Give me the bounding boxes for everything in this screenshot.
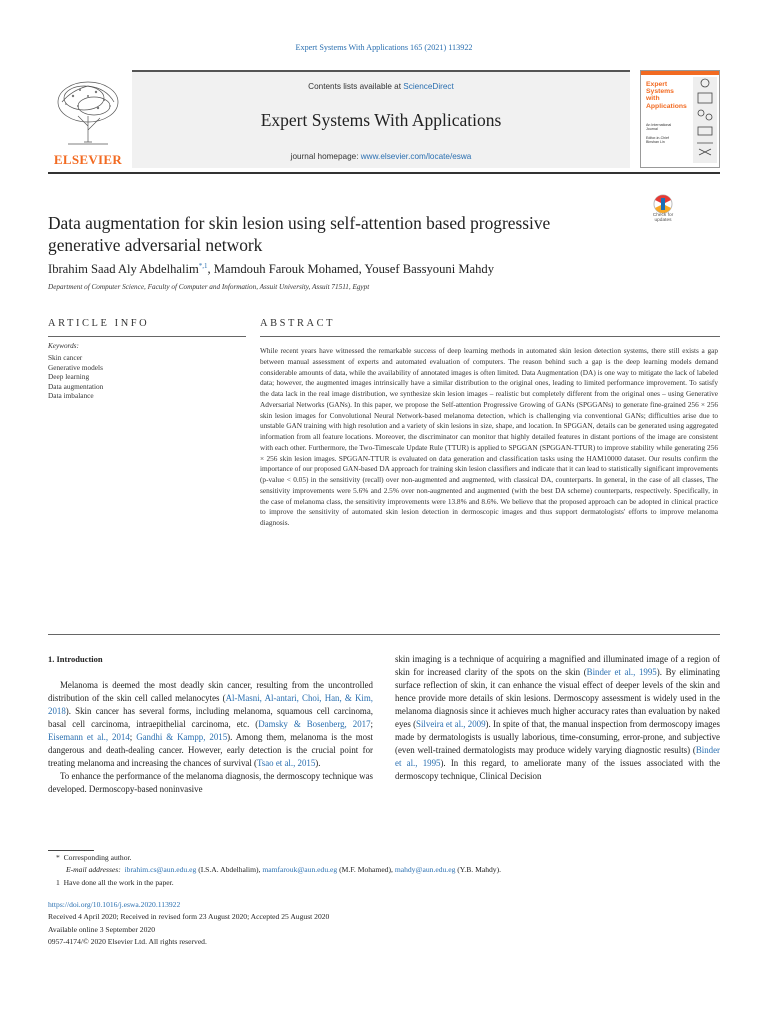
citation-link[interactable]: Damsky & Bosenberg, 2017 <box>258 719 371 729</box>
keyword-item: Deep learning <box>48 372 90 382</box>
footnote-1 <box>48 877 708 889</box>
cover-subtitle-line: Journal <box>646 127 658 132</box>
email-link[interactable]: mamfarouk@aun.edu.eg <box>262 865 338 875</box>
article-info-heading: ARTICLE INFO <box>48 318 150 329</box>
check-updates-line: updates <box>654 218 672 224</box>
author-marks[interactable]: *,1 <box>198 262 208 270</box>
email-owner: (M.F. Mohamed), <box>337 865 395 875</box>
masthead-bottom-rule <box>48 172 720 174</box>
journal-homepage-link[interactable]: www.elsevier.com/locate/eswa <box>360 152 472 161</box>
author-list: Ibrahim Saad Aly Abdelhalim$^{*,1}$, Mamdouh Farouk Mohamed, Yousef Bassyouni Mahdy <box>48 262 495 277</box>
cover-subtitle-line: An International <box>646 123 672 127</box>
footnote-mark: * <box>56 853 60 862</box>
intro-paragraph-1 <box>48 679 373 770</box>
cover-subtitle <box>646 123 690 144</box>
elsevier-wordmark: ELSEVIER <box>53 152 123 167</box>
contents-line <box>132 82 630 91</box>
journal-header-box <box>132 70 630 168</box>
email-link[interactable]: ibrahim.cs@aun.edu.eg <box>124 865 197 875</box>
footnote-text: Corresponding author. <box>63 853 132 862</box>
citation-link[interactable]: Eisemann et al., 2014 <box>48 732 130 742</box>
citation-link[interactable]: Silveira et al., 2009 <box>416 719 486 729</box>
abstract-rule-top <box>260 336 720 337</box>
email-link[interactable]: mahdy@aun.edu.eg <box>394 865 456 875</box>
text-run: ; <box>370 719 373 729</box>
journal-citation[interactable]: Expert Systems With Applications 165 (2021) 113922 <box>295 43 473 52</box>
keyword-item: Data augmentation <box>48 381 104 391</box>
text-run: Melanoma is deemed the most deadly skin cancer, resulting from the uncontrolled distribution of the skin cell called melanocytes ( <box>48 680 373 703</box>
text-run: ; <box>129 732 137 742</box>
email-owner: (Y.B. Mahdy). <box>455 865 502 875</box>
email-label: E-mail addresses: <box>66 865 121 875</box>
cover-title <box>646 81 690 110</box>
doi-link[interactable]: https://doi.org/10.1016/j.eswa.2020.113922 <box>48 900 181 909</box>
author-name[interactable]: Yousef Bassyouni Mahdy <box>364 262 495 277</box>
homepage-line <box>132 152 630 161</box>
affiliation: Department of Computer Science, Faculty of Computer and Information, Assuit University, Assuit 71511, Egypt <box>48 283 370 291</box>
journal-cover-thumbnail[interactable] <box>640 70 720 168</box>
citation-link[interactable]: Binder et al., 1995 <box>395 745 720 768</box>
cover-subtitle-line: Editor-in-Chief <box>646 135 669 140</box>
text-run: ). In spite of that, the manual inspection from dermoscopy images made by dermatologists is usually laborious, time-consuming, error-prone, and subjective (even well-trained dermatologists may produce widely varying diagnostic results) ( <box>395 719 720 755</box>
keyword-item: Skin cancer <box>48 353 83 362</box>
keyword-list <box>48 353 103 401</box>
keyword-item: Generative models <box>48 362 103 372</box>
text-run: ). <box>315 758 321 768</box>
received-dates: Received 4 April 2020; Received in revised form 23 August 2020; Accepted 25 August 2020 <box>48 912 330 922</box>
email-owner: (I.S.A. Abdelhalim), <box>196 865 263 875</box>
text-run: ). In this regard, to ameliorate many of the issues associated with the dermoscopy technique, Clinical Decision <box>395 758 721 781</box>
heading-spacer <box>48 666 373 679</box>
check-for-updates-label[interactable] <box>640 213 686 224</box>
citation-link[interactable]: Gandhi & Kampp, 2015 <box>136 732 228 742</box>
footnote-rule <box>48 850 94 851</box>
journal-name: Expert Systems With Applications <box>260 110 502 130</box>
cover-title-line: Systems <box>646 88 674 96</box>
masthead <box>48 70 720 170</box>
intro-paragraph-3 <box>395 653 720 783</box>
footnote-mark: 1 <box>56 877 60 887</box>
article-metadata <box>48 899 329 949</box>
available-online-date: Available online 3 September 2020 <box>48 924 155 934</box>
homepage-prefix: journal homepage: <box>290 152 361 161</box>
footnote-text: Have done all the work in the paper. <box>63 877 174 887</box>
author-name[interactable]: Ibrahim Saad Aly Abdelhalim <box>48 262 199 277</box>
intro-paragraph-2: To enhance the performance of the melanoma diagnosis, the dermoscopy technique was developed. Dermoscopy-based noninvasive <box>48 771 373 794</box>
cover-title-line: Expert <box>646 81 668 88</box>
sciencedirect-link[interactable]: ScienceDirect <box>403 82 454 91</box>
footnotes <box>48 852 708 889</box>
check-updates-line: Check for <box>652 213 674 218</box>
body-left-column <box>48 653 373 796</box>
corresponding-author-note <box>48 852 708 864</box>
paper-title-line-2: generative adversarial network <box>48 235 263 255</box>
copyright-line: 0957-4174/© 2020 Elsevier Ltd. All rights reserved. <box>48 937 207 947</box>
article-info-rule <box>48 336 246 337</box>
citation-link[interactable]: Tsao et al., 2015 <box>256 758 316 768</box>
email-addresses-note <box>48 864 708 876</box>
body-right-column <box>395 653 720 783</box>
section-heading-introduction: 1. Introduction <box>48 654 103 664</box>
cover-title-line: with <box>646 95 660 103</box>
keywords-label: Keywords: <box>48 342 79 350</box>
abstract-rule-bottom <box>48 634 720 635</box>
keyword-item: Data imbalance <box>48 391 94 401</box>
text-run: ). By eliminating surface reflection of skin, it can enhance the visual effect of deeper levels of the skin and hence provide more details of skin lesions. Dermoscopy assessment is widely used in the melanoma diagnosis since it achieves much higher accuracy rates than evaluation by naked eyes ( <box>395 667 720 729</box>
text-run: ). Among them, melanoma is the most dangerous and death-dealing cancer. However, early detection is the crucial point for treating melanoma and increasing the chances of survival ( <box>48 732 373 768</box>
paper-title-line-1: Data augmentation for skin lesion using self-attention based progressive <box>48 213 551 233</box>
citation-link[interactable]: Al-Masni, Al-antari, Choi, Han, & Kim, 2018 <box>48 693 373 716</box>
author-name[interactable]: Mamdouh Farouk Mohamed <box>213 262 359 277</box>
abstract-heading: ABSTRACT <box>260 318 336 329</box>
paper-title <box>48 212 618 256</box>
cover-subtitle-line: Binshan Lin <box>646 140 665 145</box>
text-run: ). Skin cancer has several forms, including melanoma, squamous cell carcinoma, basal cell carcinoma, intraepithelial carcinoma, etc. ( <box>48 706 373 729</box>
contents-prefix: Contents lists available at <box>308 82 404 91</box>
cover-title-line: Applications <box>646 102 687 110</box>
citation-link[interactable]: Binder et al., 1995 <box>586 667 657 677</box>
text-run: skin imaging is a technique of acquiring a magnified and illuminated image of a region of skin for increased clarity of the spots on the skin ( <box>395 654 720 677</box>
abstract-text: While recent years have witnessed the remarkable success of deep learning methods in automated skin lesion detection systems, there still exists a gap between manual assessment of experts and automated evaluation of computers. The reason behind such a gap is the deep learning models demand considerable amounts of data, while the availability of annotated images is often limited. Data Augmentation (DA) is one way to mitigate the lack of labeled data; however, the augmented images intrinsically have a similar distribution to the original ones, leading to limited performance improvement. To satisfy the data lack in the real image distribution, we synthesize skin lesion images – realistic but completely different from the original ones – using Generative Adversarial Networks (GANs). In this paper, we propose the Self-attention Progressive Growing of GANs (SPGGANs) to generate fine-grained 256 × 256 skin lesion images for Convolutional Neural Network-based melanoma detection, which is challenging via conventional GANs; difficulties arise due to unstable GAN training with high resolution and a variety of skin lesions in size, shape, and location. In SPGGAN, details can be generated using aggregated information from all feature locations. Moreover, the discriminator can monitor that highly detailed features in distant portions of the image are consistent with each other. Furthermore, the Two-Timescale Update Rule (TTUR) is applied to SPGGAN (SPGGAN-TTUR) to improve stability while generating 256 × 256 skin lesion images. SPGGAN-TTUR is evaluated on data generation and classification tasks using the HAM10000 dataset. Our results confirm the importance of our proposed GAN-based DA approach for training skin lesion classifiers and indicate that it can lead to statistically significant improvements (p-value < 0.05) in the sensitivity (recall) over non-augmented and augmented, with classical DA, counterparts. In general, in the case of all classes, The sensitivity improvements were 5.6% and 2.5% over non-augmented and augmented (with the best DA scheme) counterparts, respectively. Specifically, in the case of melanoma class, the sensitivity improvements were 13.8% and 8.6%. We believe that the proposed approach can be adopted in clinical practice to improve the sensitivity of automated skin lesion detection in dermoscopic images and thus support dermatologists' efforts to improve melanoma diagnosis. <box>260 346 718 527</box>
